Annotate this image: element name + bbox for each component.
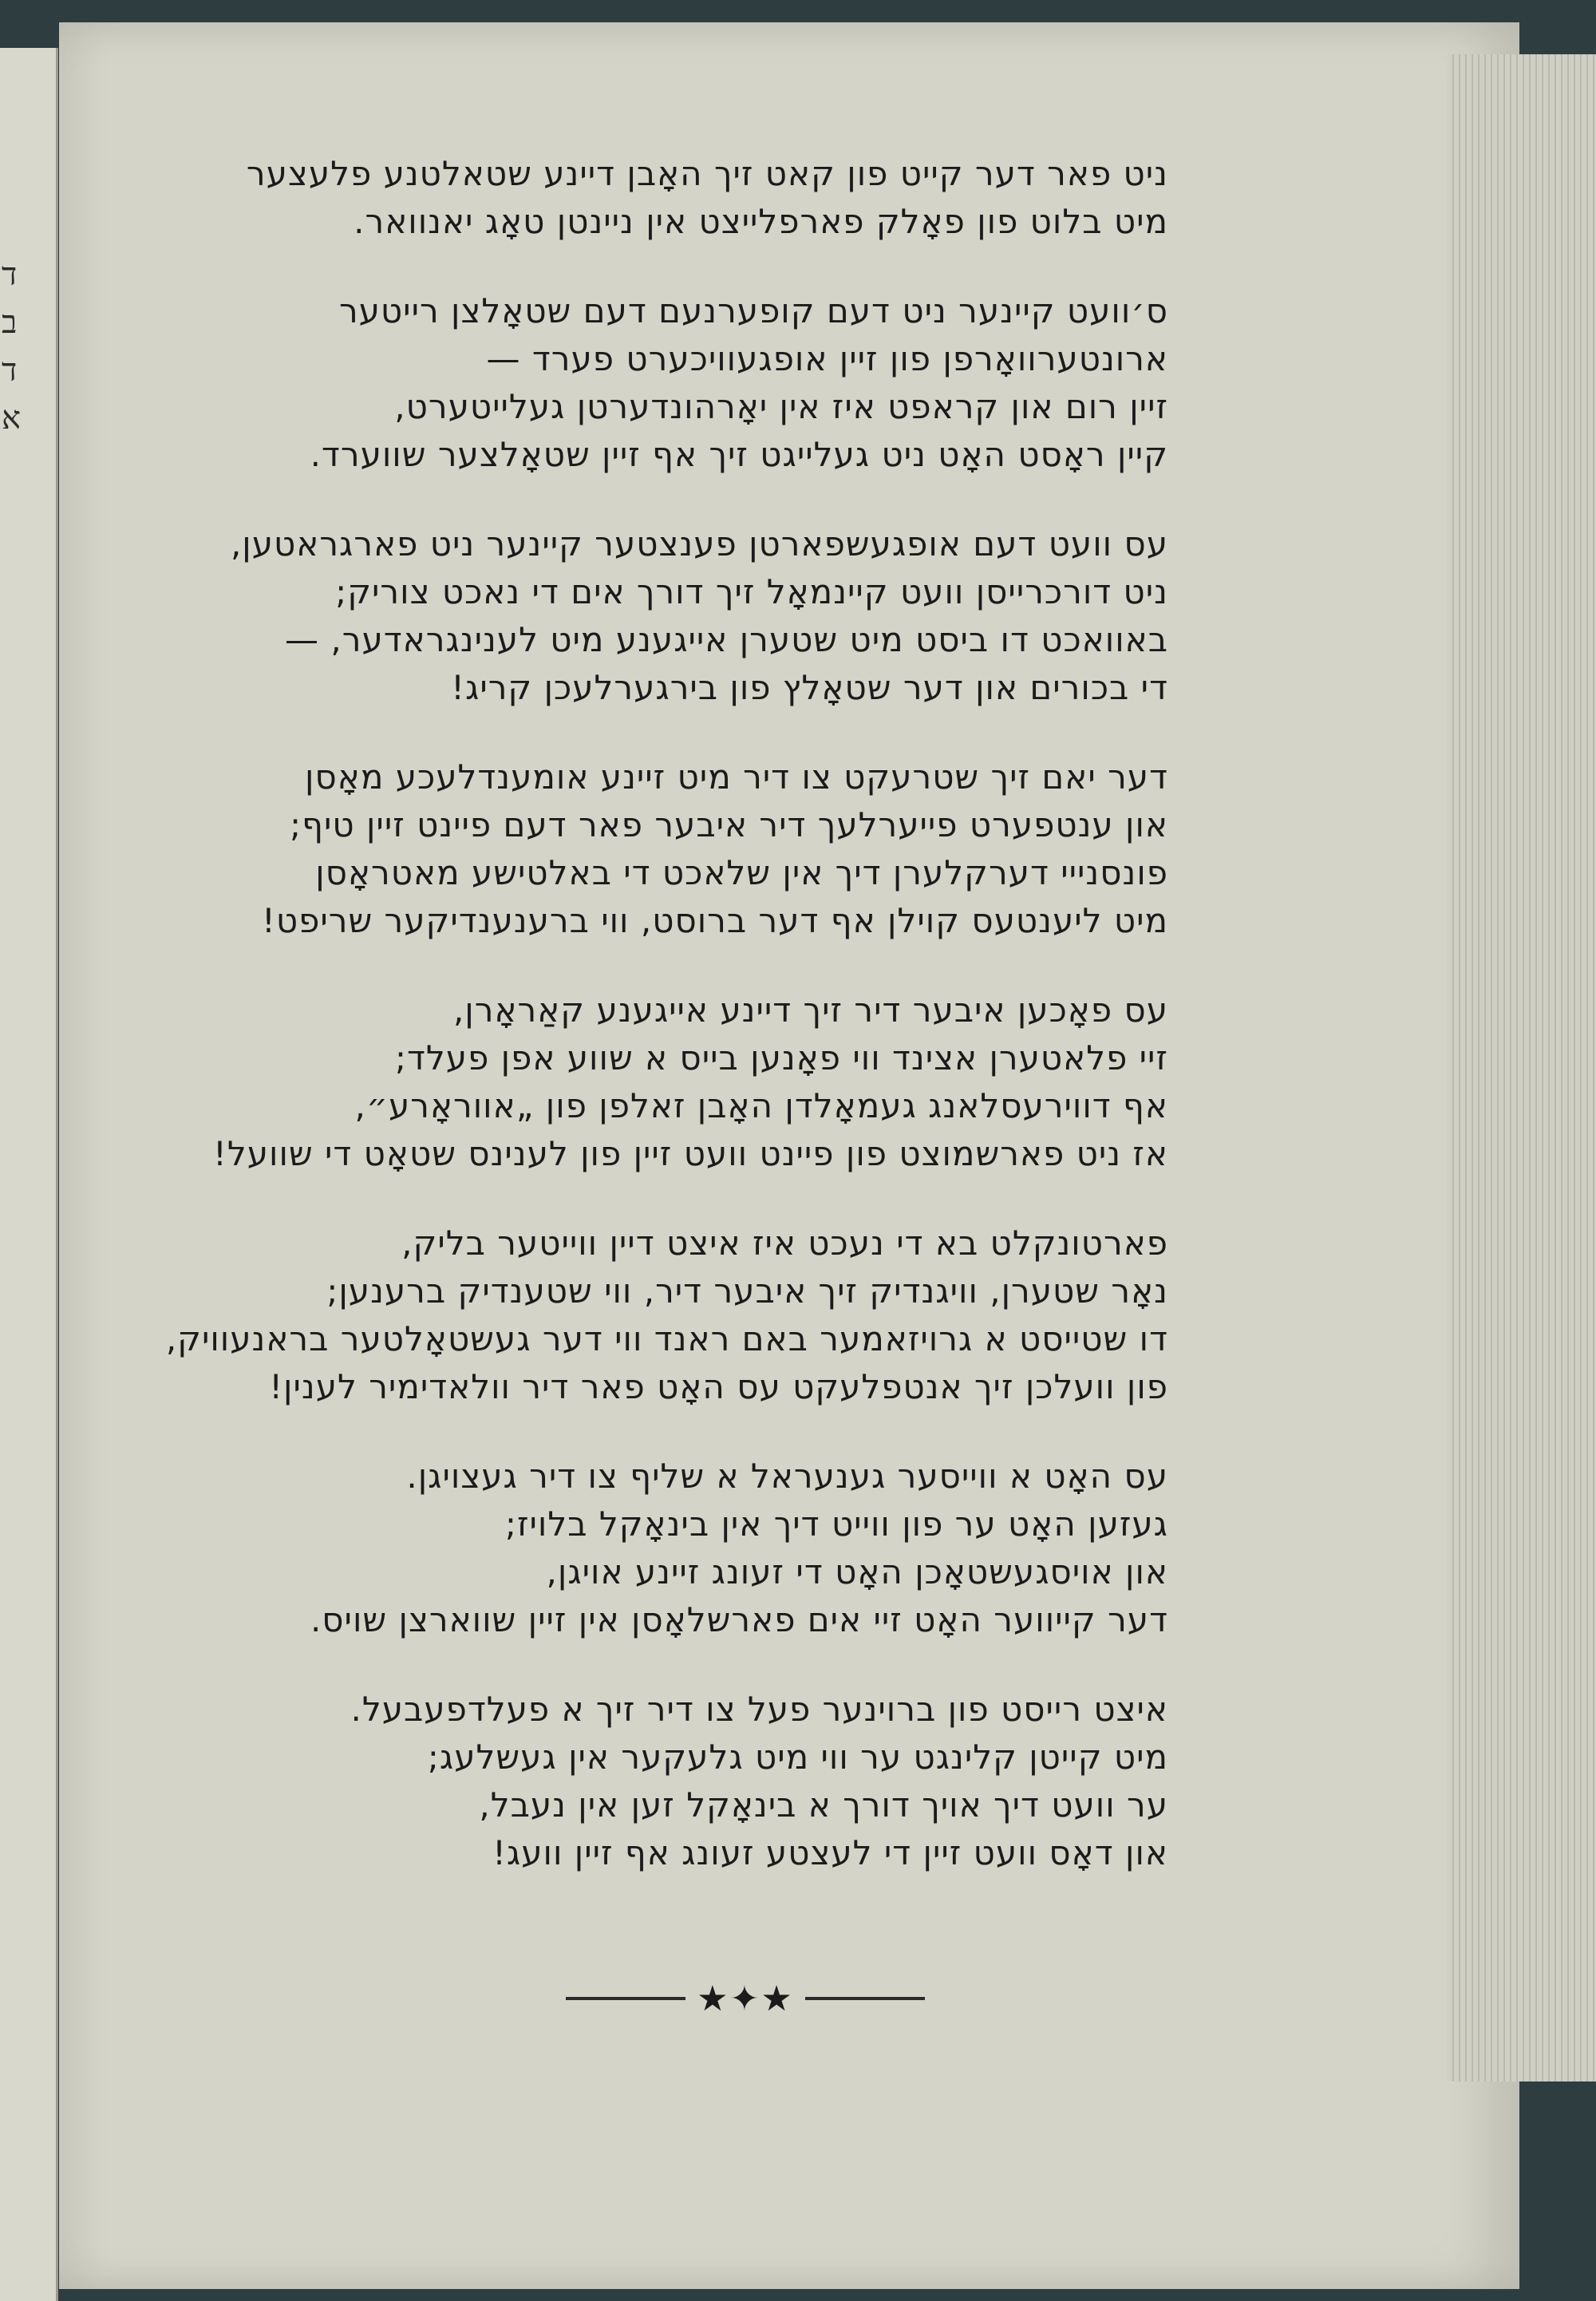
poem-line: עס פאָכען איבער דיר זיך דיינע אייגענע קאַראָרן, bbox=[452, 990, 1168, 1030]
end-ornament bbox=[562, 1975, 929, 2022]
stanza-3 bbox=[51, 520, 1168, 712]
poem-line: זיי פלאטערן אצינד ווי פאָנען בייס א שווע אפן פעלד; bbox=[394, 1038, 1168, 1077]
poem-line: זיין רום און קראפט איז אין יאָרהונדערטן געלייטערט, bbox=[394, 387, 1168, 426]
poem-line: דער יאם זיך שטרעקט צו דיר מיט זיינע אומענדלעכע מאָסן bbox=[305, 757, 1168, 797]
edge-char: ד bbox=[2, 256, 18, 293]
poem-line: אף דווירעסלאנג געמאָלדן האָבן זאלפן פון „אווראָרע״, bbox=[354, 1086, 1168, 1125]
poem-line: די בכורים און דער שטאָלץ פון בירגערלעכן קריג! bbox=[451, 668, 1168, 707]
poem-line: קיין ראָסט האָט ניט געלייגט זיך אף זיין שטאָלצער שווערד. bbox=[310, 435, 1168, 474]
poem-line: פון וועלכן זיך אנטפלעקט עס האָט פאר דיר וולאדימיר לענין! bbox=[269, 1367, 1168, 1406]
poem-line: מיט בלוט פון פאָלק פארפלייצט אין ניינטן טאָג יאנוואר. bbox=[354, 202, 1168, 241]
ornament-stars: ★✦★ bbox=[697, 1978, 794, 2019]
poem-line: פונסנייי דערקלערן דיך אין שלאכט די באלטישע מאטראָסן bbox=[315, 853, 1168, 892]
poem-line: געזען האָט ער פון ווייט דיך אין בינאָקל בלויז; bbox=[504, 1504, 1168, 1544]
stanza-8 bbox=[51, 1686, 1168, 1877]
page-stack-edge bbox=[1448, 54, 1596, 2082]
stanza-6 bbox=[51, 1220, 1168, 1411]
edge-char: א bbox=[2, 400, 22, 437]
poem-line: דער קייווער האָט זיי אים פארשלאָסן אין זיין שווארצן שויס. bbox=[310, 1600, 1168, 1639]
poem-line: אז ניט פארשמוצט פון פיינט וועט זיין פון לענינס שטאָט די שוועל! bbox=[213, 1134, 1168, 1173]
poem-line: ארונטערוואָרפן פון זיין אופגעוויכערט פערד — bbox=[486, 339, 1168, 378]
poem-line: און אויסגעשטאָכן האָט די זעונג זיינע אויגן, bbox=[546, 1552, 1168, 1591]
stanza-7 bbox=[51, 1453, 1168, 1644]
poem-line: פארטונקלט בא די נעכט איז איצט דיין ווייטער בליק, bbox=[401, 1224, 1168, 1263]
ornament-rule-left bbox=[566, 1997, 685, 2000]
stanza-5 bbox=[51, 986, 1168, 1178]
poem-line: איצט רייסט פון ברוינער פעל צו דיר זיך א פעלדפעבעל. bbox=[350, 1690, 1168, 1729]
poem-line: מיט ליענטעס קוילן אף דער ברוסט, ווי ברענענדיקער שריפט! bbox=[262, 901, 1168, 940]
poem-line: ניט דורכרייסן וועט קיינמאָל זיך דורך אים די נאכט צוריק; bbox=[335, 572, 1168, 611]
previous-page-edge bbox=[0, 48, 58, 2301]
poem-line: און ענטפערט פייערלעך דיר איבער פאר דעם פיינט זיין טיף; bbox=[289, 805, 1168, 844]
stanza-2 bbox=[51, 287, 1168, 479]
poem-line: מיט קייטן קלינגט ער ווי מיט גלעקער אין געשלעג; bbox=[427, 1738, 1168, 1777]
edge-char: ד bbox=[2, 352, 18, 389]
poem-line: דו שטייסט א גרויזאמער באם ראנד ווי דער געשטאָלטער בראנעוויק, bbox=[165, 1319, 1168, 1358]
poem-line: נאָר שטערן, וויגנדיק זיך איבער דיר, ווי שטענדיק ברענען; bbox=[326, 1271, 1168, 1311]
poem-line: ער וועט דיך אויך דורך א בינאָקל זען אין נעבל, bbox=[479, 1785, 1168, 1825]
poem-line: עס האָט א ווייסער גענעראל א שליף צו דיר געצויגן. bbox=[406, 1457, 1168, 1496]
stanza-1 bbox=[51, 150, 1168, 246]
poem-line: און דאָס וועט זיין די לעצטע זעונג אף זיין וועג! bbox=[492, 1833, 1168, 1872]
poem-line: ס׳וועט קיינער ניט דעם קופערנעם דעם שטאָלצן רייטער bbox=[338, 291, 1168, 330]
poem-line: באוואכט דו ביסט מיט שטערן אייגענע מיט לענינגראדער, — bbox=[285, 620, 1168, 659]
ornament-rule-right bbox=[805, 1997, 925, 2000]
poem-text bbox=[51, 150, 1168, 1919]
edge-char: ב bbox=[2, 304, 18, 341]
poem-line: עס וועט דעם אופגעשפארטן פענצטער קיינער ניט פארגראטען, bbox=[230, 524, 1168, 563]
book-page bbox=[59, 22, 1519, 2289]
stanza-4 bbox=[51, 753, 1168, 945]
poem-line: ניט פאר דער קייט פון קאט זיך האָבן דיינע שטאלטנע פלעצער bbox=[246, 154, 1168, 193]
